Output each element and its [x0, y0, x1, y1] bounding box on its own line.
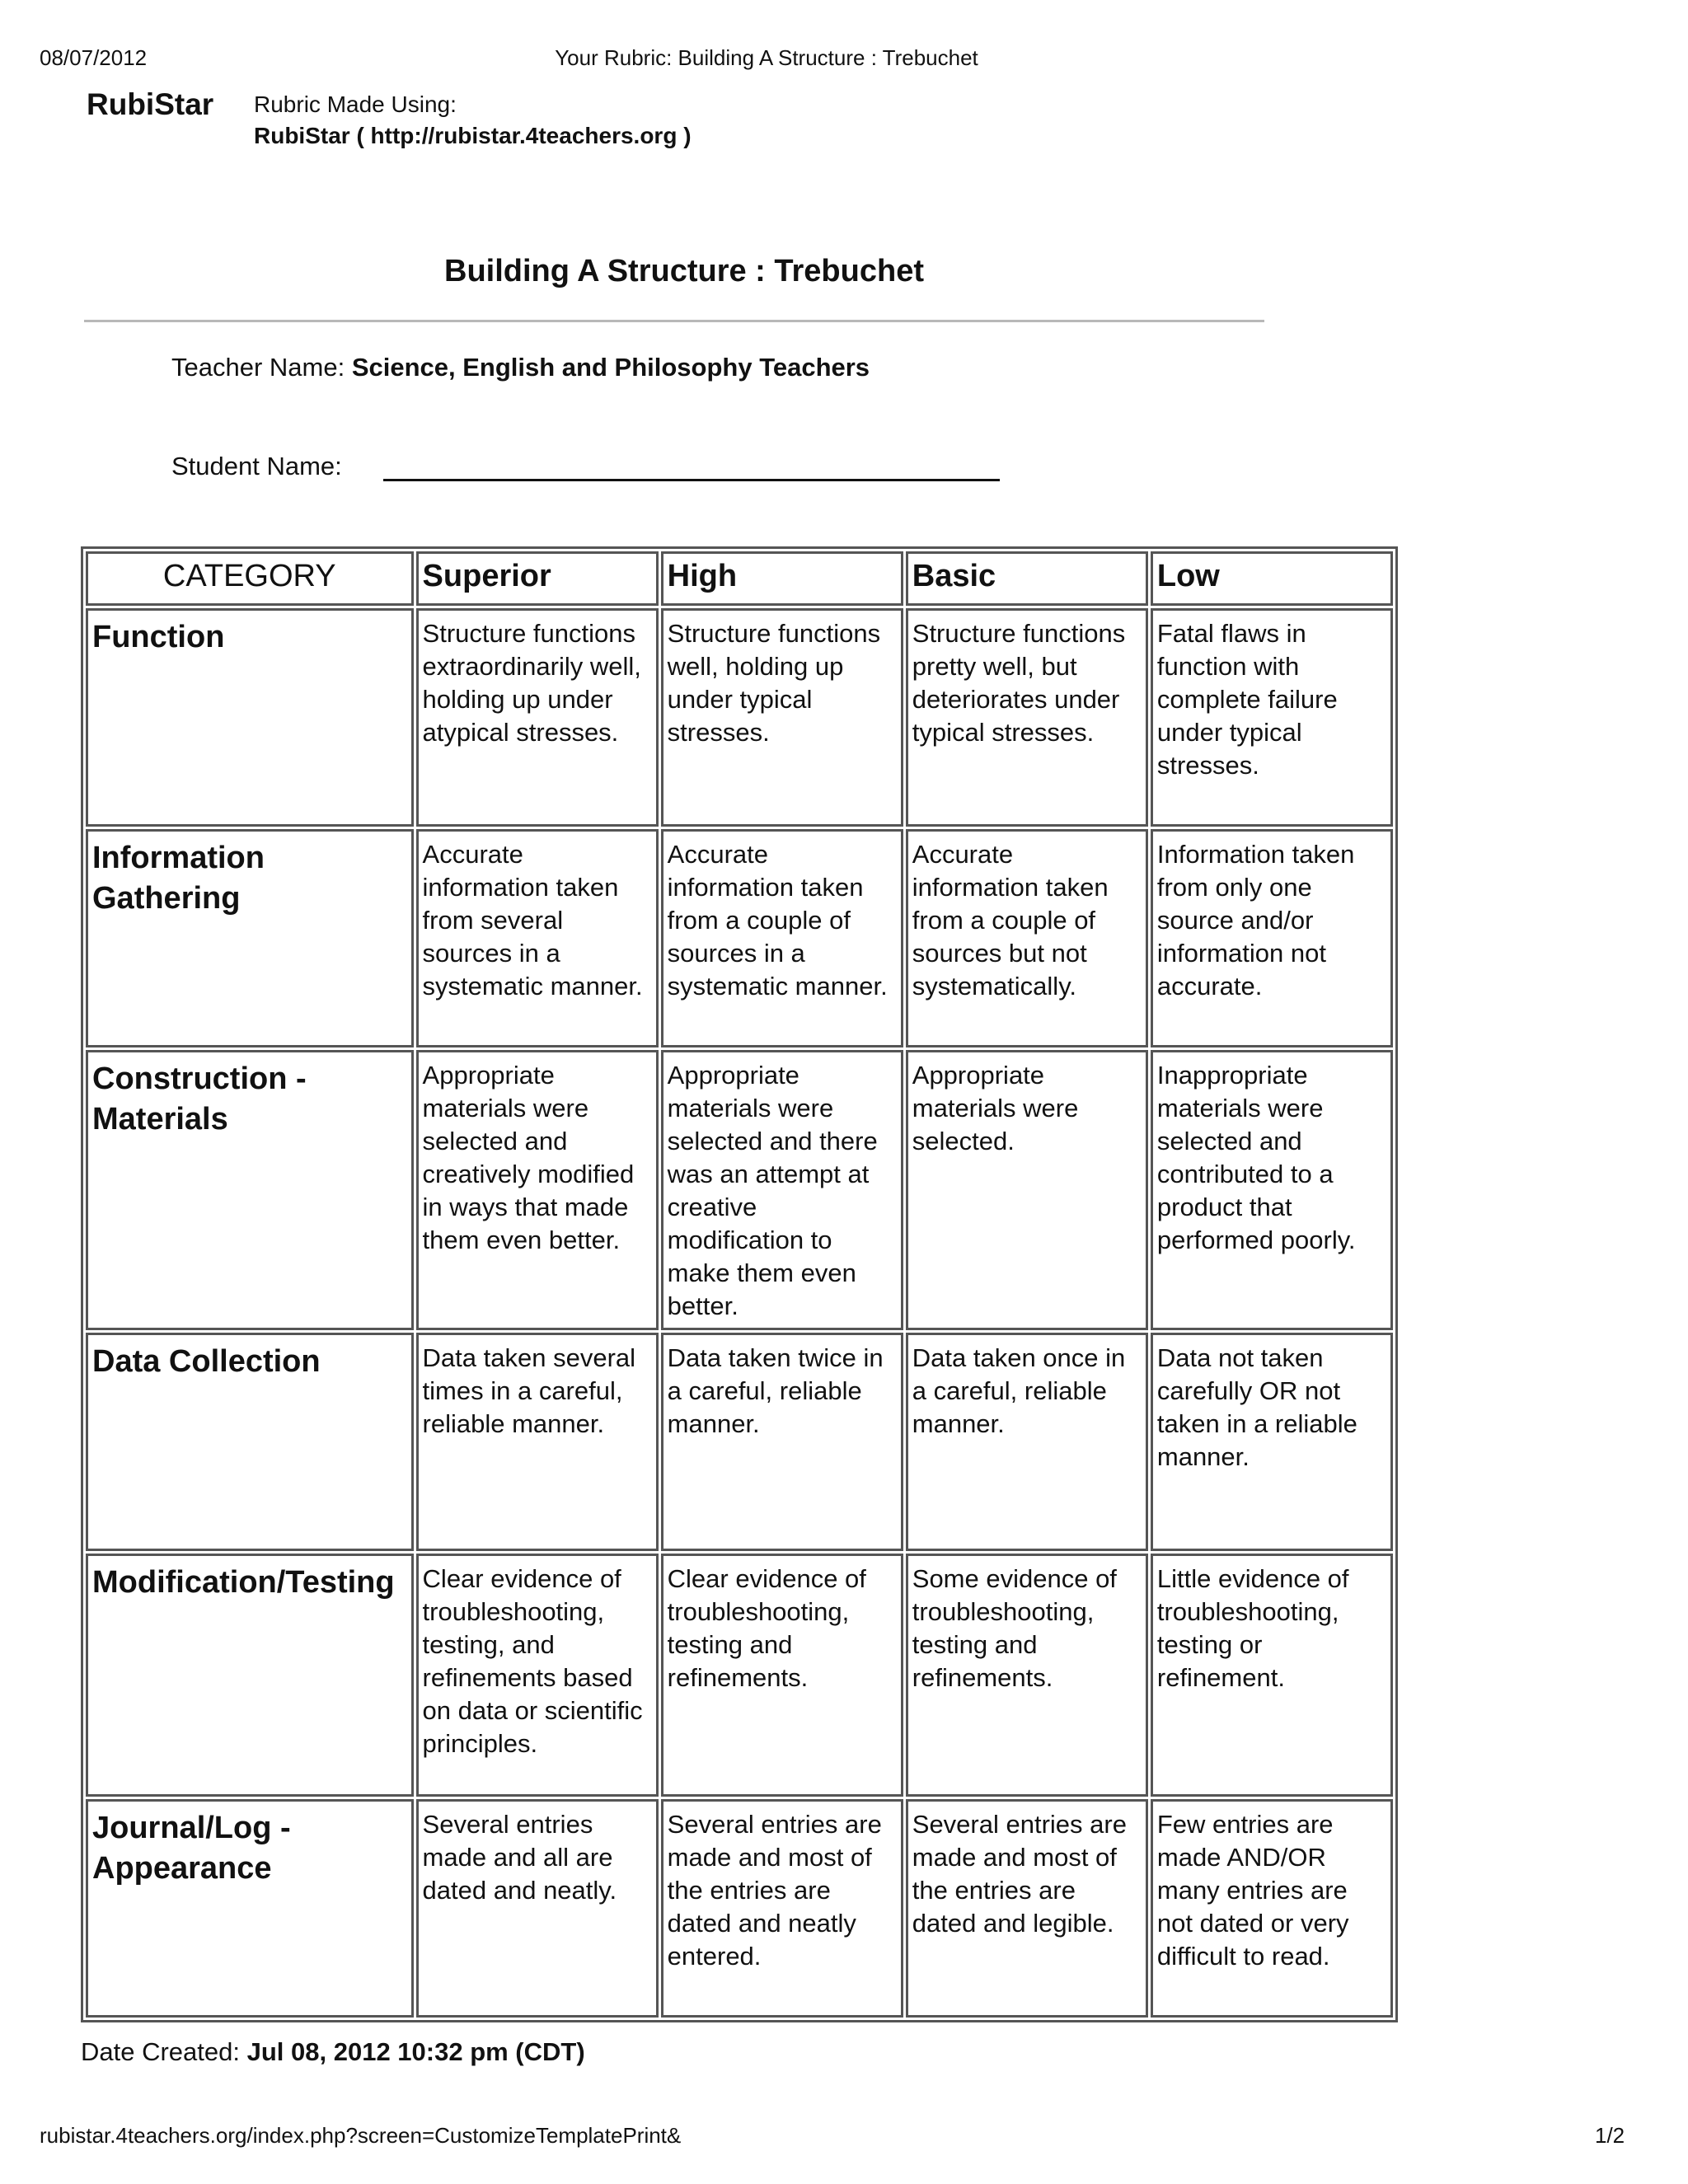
category-cell: Construction - Materials — [86, 1050, 414, 1330]
criteria-cell: Little evidence of troubleshooting, testing or refinement. — [1151, 1554, 1393, 1797]
student-name-label: Student Name: — [171, 452, 342, 480]
rubric-table — [81, 546, 1398, 2022]
print-date: 08/07/2012 — [40, 45, 148, 70]
criteria-cell: Data taken once in a careful, reliable manner. — [906, 1333, 1148, 1551]
category-cell: Function — [86, 608, 414, 827]
table-row — [86, 1799, 1393, 2018]
document-title: Building A Structure : Trebuchet — [444, 254, 924, 288]
criteria-cell: Information taken from only one source and/or information not accurate. — [1151, 829, 1393, 1047]
table-row — [86, 1554, 1393, 1797]
print-page-title: Your Rubric: Building A Structure : Trebuchet — [555, 45, 978, 70]
criteria-cell: Accurate information taken from a couple of sources but not systematically. — [906, 829, 1148, 1047]
category-cell: Information Gathering — [86, 829, 414, 1047]
criteria-cell: Accurate information taken from several sources in a systematic manner. — [416, 829, 659, 1047]
student-name-blank — [383, 479, 1000, 481]
criteria-cell: Data taken twice in a careful, reliable manner. — [661, 1333, 903, 1551]
table-row — [86, 1333, 1393, 1551]
criteria-cell: Clear evidence of troubleshooting, testing, and refinements based on data or scientific principles. — [416, 1554, 659, 1797]
date-created-value: Jul 08, 2012 10:32 pm (CDT) — [246, 2037, 585, 2066]
teacher-name-value: Science, English and Philosophy Teachers — [351, 353, 870, 382]
teacher-name-label: Teacher Name: — [171, 353, 352, 382]
column-header-high: High — [661, 551, 903, 606]
table-row — [86, 608, 1393, 827]
date-created-label: Date Created: — [81, 2037, 247, 2066]
teacher-name-line — [171, 353, 870, 382]
criteria-cell: Several entries are made and most of the entries are dated and neatly entered. — [661, 1799, 903, 2018]
criteria-cell: Accurate information taken from a couple of sources in a systematic manner. — [661, 829, 903, 1047]
rubric-header-row — [86, 551, 1393, 606]
criteria-cell: Fatal flaws in function with complete failure under typical stresses. — [1151, 608, 1393, 827]
table-row — [86, 829, 1393, 1047]
column-header-basic: Basic — [906, 551, 1148, 606]
made-using-block — [254, 89, 692, 152]
column-header-low: Low — [1151, 551, 1393, 606]
criteria-cell: Some evidence of troubleshooting, testing and refinements. — [906, 1554, 1148, 1797]
category-cell: Data Collection — [86, 1333, 414, 1551]
criteria-cell: Clear evidence of troubleshooting, testing and refinements. — [661, 1554, 903, 1797]
print-footer-url: rubistar.4teachers.org/index.php?screen=CustomizeTemplatePrint& — [40, 2123, 682, 2148]
criteria-cell: Few entries are made AND/OR many entries are not dated or very difficult to read. — [1151, 1799, 1393, 2018]
made-using-label: Rubric Made Using: — [254, 91, 457, 117]
criteria-cell: Inappropriate materials were selected and contributed to a product that performed poorly. — [1151, 1050, 1393, 1330]
column-header-category: CATEGORY — [86, 551, 414, 606]
brand-logo-text: RubiStar — [87, 87, 214, 121]
criteria-cell: Several entries are made and most of the entries are dated and legible. — [906, 1799, 1148, 2018]
date-created-line — [81, 2037, 585, 2067]
criteria-cell: Structure functions well, holding up under typical stresses. — [661, 608, 903, 827]
print-page-number: 1/2 — [1595, 2123, 1625, 2148]
table-row — [86, 1050, 1393, 1330]
criteria-cell: Data not taken carefully OR not taken in a reliable manner. — [1151, 1333, 1393, 1551]
criteria-cell: Structure functions pretty well, but deteriorates under typical stresses. — [906, 608, 1148, 827]
category-cell: Journal/Log - Appearance — [86, 1799, 414, 2018]
criteria-cell: Structure functions extraordinarily well, holding up under atypical stresses. — [416, 608, 659, 827]
criteria-cell: Several entries made and all are dated and neatly. — [416, 1799, 659, 2018]
made-using-site: RubiStar ( http://rubistar.4teachers.org ) — [254, 123, 692, 148]
category-cell: Modification/Testing — [86, 1554, 414, 1797]
criteria-cell: Appropriate materials were selected. — [906, 1050, 1148, 1330]
criteria-cell: Appropriate materials were selected and there was an attempt at creative modification to make them even better. — [661, 1050, 903, 1330]
column-header-superior: Superior — [416, 551, 659, 606]
title-divider — [84, 320, 1264, 322]
criteria-cell: Appropriate materials were selected and creatively modified in ways that made them even better. — [416, 1050, 659, 1330]
criteria-cell: Data taken several times in a careful, reliable manner. — [416, 1333, 659, 1551]
